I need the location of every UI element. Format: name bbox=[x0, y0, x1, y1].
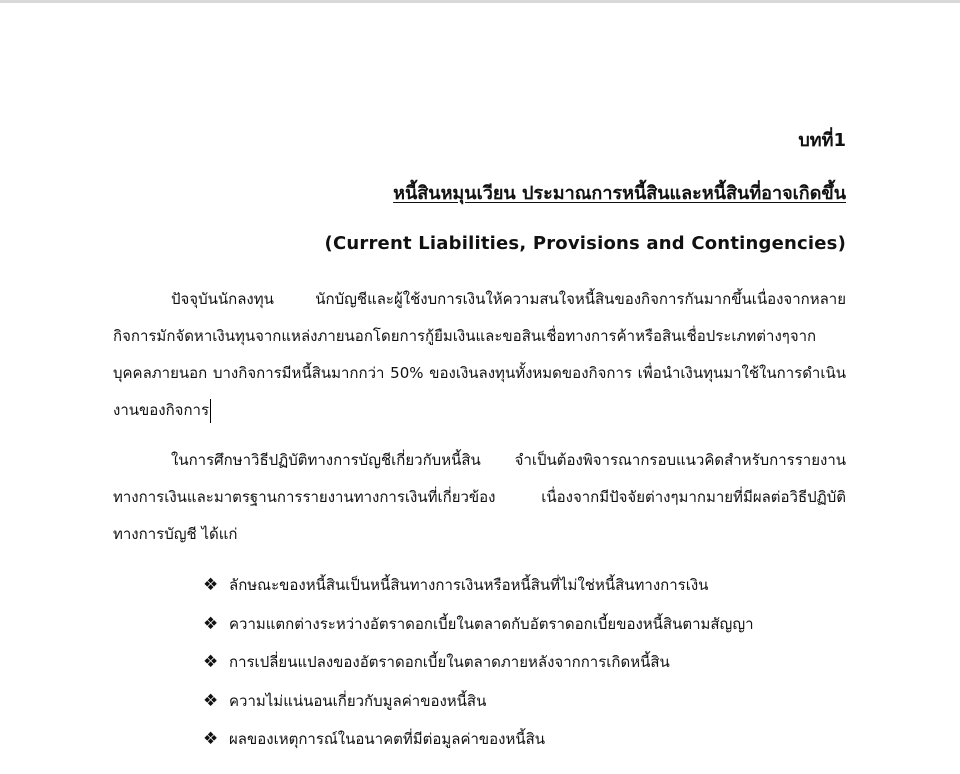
paragraph-intro-text: ปัจจุบันนักลงทุน นักบัญชีและผู้ใช้งบการเงินให้ความสนใจหนี้สินของกิจการกันมากขึ้นเนื่องจากหลายกิจการมักจัดหาเงินทุนจากแหล่งภายนอกโดยการกู้ยืมเงินและขอสินเชื่อทางการค้าหรือสินเชื่อประเภทต่างๆจากบุคคลภายนอก บางกิจการมีหนี้สินมากกว่า 50% ของเงินลงทุนทั้งหมดของกิจการ เพื่อนำเงินทุนมาใช้ในการดำเนินงานของกิจการ bbox=[113, 290, 846, 419]
chapter-label: บทที่1 bbox=[798, 130, 846, 151]
bullet-item[interactable] bbox=[203, 720, 754, 759]
bullet-text: ลักษณะของหนี้สินเป็นหนี้สินทางการเงินหรือหนี้สินที่ไม่ใช่หนี้สินทางการเงิน bbox=[229, 576, 709, 594]
chapter-subtitle: (Current Liabilities, Provisions and Contingencies) bbox=[324, 233, 846, 254]
paragraph-study-text: ในการศึกษาวิธีปฏิบัติทางการบัญชีเกี่ยวกับหนี้สิน จำเป็นต้องพิจารณากรอบแนวคิดสำหรับการรายงานทางการเงินและมาตรฐานการรายงานทางการเงินที่เกี่ยวข้อง เนื่องจากมีปัจจัยต่างๆมากมายที่มีผลต่อวิธีปฏิบัติทางการบัญชี ได้แก่ bbox=[113, 451, 846, 543]
next-paragraph-cut-off bbox=[165, 763, 855, 774]
paragraph-intro[interactable] bbox=[113, 281, 846, 429]
four-diamond-bullet-icon: ❖ bbox=[203, 652, 219, 672]
factor-bullet-list bbox=[203, 566, 754, 759]
bullet-item[interactable] bbox=[203, 643, 754, 682]
four-diamond-bullet-icon: ❖ bbox=[203, 690, 219, 711]
bullet-item[interactable] bbox=[203, 682, 754, 721]
bullet-text: ความไม่แน่นอนเกี่ยวกับมูลค่าของหนี้สิน bbox=[229, 691, 487, 710]
four-diamond-bullet-icon: ❖ bbox=[203, 575, 219, 595]
document-page[interactable] bbox=[0, 3, 960, 774]
four-diamond-bullet-icon: ❖ bbox=[203, 613, 219, 634]
bullet-item[interactable] bbox=[203, 566, 754, 605]
bullet-text: ผลของเหตุการณ์ในอนาคตที่มีต่อมูลค่าของหนี้สิน bbox=[229, 730, 546, 748]
bullet-item[interactable] bbox=[203, 605, 754, 644]
bullet-text: การเปลี่ยนแปลงของอัตราดอกเบี้ยในตลาดภายหลังจากการเกิดหนี้สิน bbox=[229, 653, 670, 671]
paragraph-study[interactable] bbox=[113, 442, 846, 553]
chapter-title: หนี้สินหมุนเวียน ประมาณการหนี้สินและหนี้สินที่อาจเกิดขึ้น bbox=[393, 183, 846, 204]
text-cursor bbox=[210, 399, 211, 423]
bullet-text: ความแตกต่างระหว่างอัตราดอกเบี้ยในตลาดกับอัตราดอกเบี้ยของหนี้สินตามสัญญา bbox=[229, 614, 754, 633]
four-diamond-bullet-icon: ❖ bbox=[203, 729, 219, 749]
